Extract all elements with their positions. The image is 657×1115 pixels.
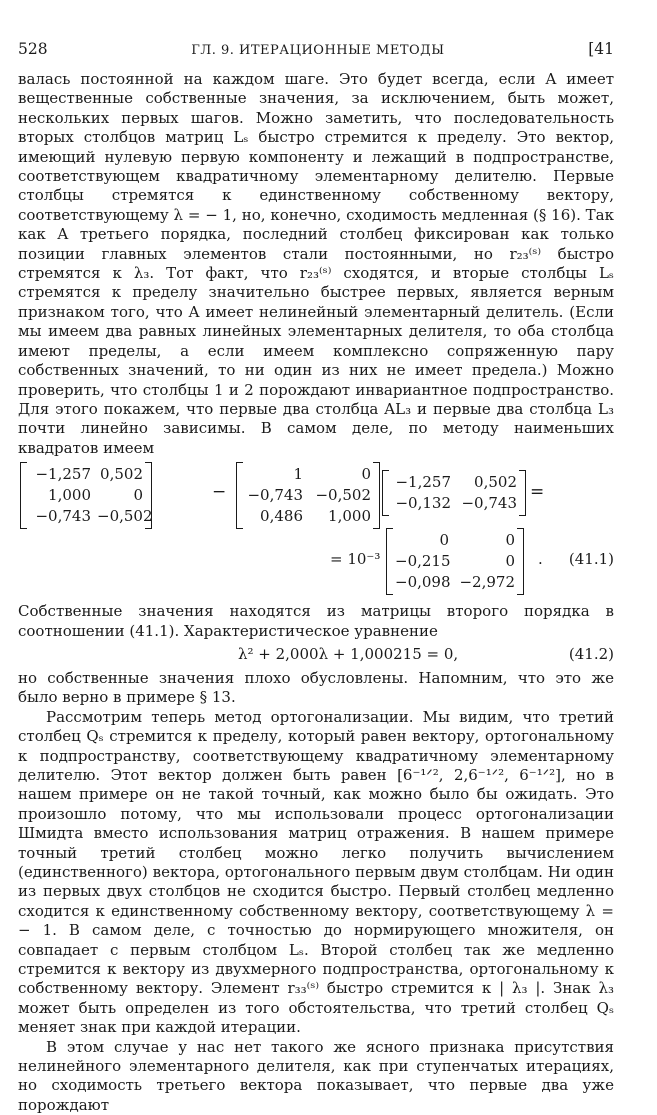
matrix-cell: 1,000 — [328, 507, 371, 526]
characteristic-equation: λ² + 2,000λ + 1,000215 = 0, — [238, 644, 459, 663]
matrix-cell: 1,000 — [48, 486, 91, 505]
matrix-cell: −0,098 — [395, 573, 451, 592]
equation-number-41-2: (41.2) — [568, 644, 614, 663]
paragraph-5: В этом случае у нас нет такого же ясного признака присутствия нелинейного элементарного делителя, как при ступенчатых итерациях, но сходимость третьего вектора показывает, что первые два уже порождают — [18, 1037, 614, 1114]
matrix-cell: 0 — [361, 465, 371, 484]
matrix-cell: −0,502 — [315, 486, 371, 505]
equation-number-41-1: (41.1) — [568, 550, 614, 569]
running-header — [18, 40, 614, 70]
equals-sign: = — [530, 482, 545, 503]
chapter-title: ГЛ. 9. ИТЕРАЦИОННЫЕ МЕТОДЫ — [191, 43, 445, 58]
paragraph-4: Рассмотрим теперь метод ортогонализации. Мы видим, что третий столбец Qₛ стремится к пределу, который равен вектору, ортогональному к подпространству, соответствующему квадратичному элементарному делителю. Этот вектор должен быть равен [6⁻¹ᐟ², 2,6⁻¹ᐟ², 6⁻¹ᐟ²], но в нашем примере он не такой точный, как можно было бы ожидать. Это произошло потому, что мы использовали процесс ортогонализации Шмидта вместо использования матриц отражения. В нашем примере точный третий столбец можно легко получить вычислением (единственного) вектора, ортогонального первым двум столбцам. Ни один из первых двух столбцов не сходится быстро. Первый столбец медленно сходится к единственному собственному вектору, соответствующему λ = − 1. В самом деле, с точностью до нормирующего множителя, он совпадает с первым столбцом Lₛ. Второй столбец так же медленно стремится к вектору из двухмерного подпространства, ортогональному к собственному вектору. Элемент r₃₃⁽ˢ⁾ быстро стремится к | λ₃ |. Знак λ₃ может быть определен из того обстоятельства, что третий столбец Qₛ меняет знак при каждой итерации. — [18, 707, 614, 1037]
page-number: 528 — [18, 40, 48, 58]
paragraph-2: Собственные значения находятся из матрицы второго порядка в соотношении (41.1). Характеристическое уравнение — [18, 602, 614, 640]
matrix-cell: −0,743 — [247, 486, 303, 505]
page — [18, 40, 614, 1115]
section-mark: [41 — [588, 40, 614, 58]
equation-41-1 — [18, 462, 614, 592]
matrix-cell: 0 — [133, 486, 143, 505]
matrix-cell: 0,502 — [474, 473, 517, 492]
matrix-cell: 0 — [505, 531, 515, 550]
matrix-cell: 0 — [505, 552, 515, 571]
matrix-cell: −0,743 — [461, 494, 517, 513]
matrix-4 — [392, 530, 518, 593]
equation-41-2 — [18, 643, 614, 667]
matrix-cell: 0 — [439, 531, 449, 550]
matrix-3 — [388, 472, 520, 514]
paragraph-1: валась постоянной на каждом шаге. Это будет всегда, если A имеет вещественные собственные значения, за исключением, быть может, нескольких первых шагов. Можно заметить, что последовательность вторых столбцов матриц Lₛ быстро стремится к пределу. Это вектор, имеющий нулевую первую компоненту и лежащий в подпространстве, соответствующем квадратичному элементарному делителю. Первые столбцы стремятся к единственному собственному вектору, соответствующему λ = − 1, но, конечно, сходимость медленная (§ 16). Так как A третьего порядка, последний столбец фиксирован как только позиции главных элементов стали постоянными, но r₂₃⁽ˢ⁾ быстро стремятся к λ₃. Тот факт, что r₂₃⁽ˢ⁾ сходятся, и вторые столбцы Lₛ стремятся к пределу значительно быстрее первых, является верным признаком того, что A имеет нелинейный элементарный делитель. (Если мы имеем два равных линейных элементарных делителя, то оба столбца имеют пределы, а если имеем комплексно сопряженную пару собственных значений, то ни один из них не имеет предела.) Можно проверить, что столбцы 1 и 2 порождают инвариантное подпространство. Для этого покажем, что первые два столбца AL₃ и первые два столбца L₃ почти линейно зависимы. В самом деле, по методу наименьших квадратов имеем — [18, 70, 614, 457]
matrix-cell: 1 — [293, 465, 303, 484]
matrix-1 — [26, 464, 153, 527]
minus-sign: − — [212, 482, 227, 503]
matrix-cell: −0,502 — [97, 507, 153, 526]
scale-prefix: = 10⁻³ — [330, 550, 381, 569]
matrix-cell: −0,215 — [395, 552, 451, 571]
period: . — [538, 550, 543, 569]
matrix-2 — [242, 464, 374, 527]
matrix-cell: −2,972 — [459, 573, 515, 592]
matrix-cell: −0,743 — [35, 507, 91, 526]
matrix-cell: −0,132 — [395, 494, 451, 513]
matrix-cell: −1,257 — [395, 473, 451, 492]
matrix-cell: −1,257 — [35, 465, 91, 484]
paragraph-3: но собственные значения плохо обусловлены. Напомним, что это же было верно в примере § 13. — [18, 668, 614, 707]
matrix-cell: 0,502 — [100, 465, 143, 484]
matrix-cell: 0,486 — [260, 507, 303, 526]
